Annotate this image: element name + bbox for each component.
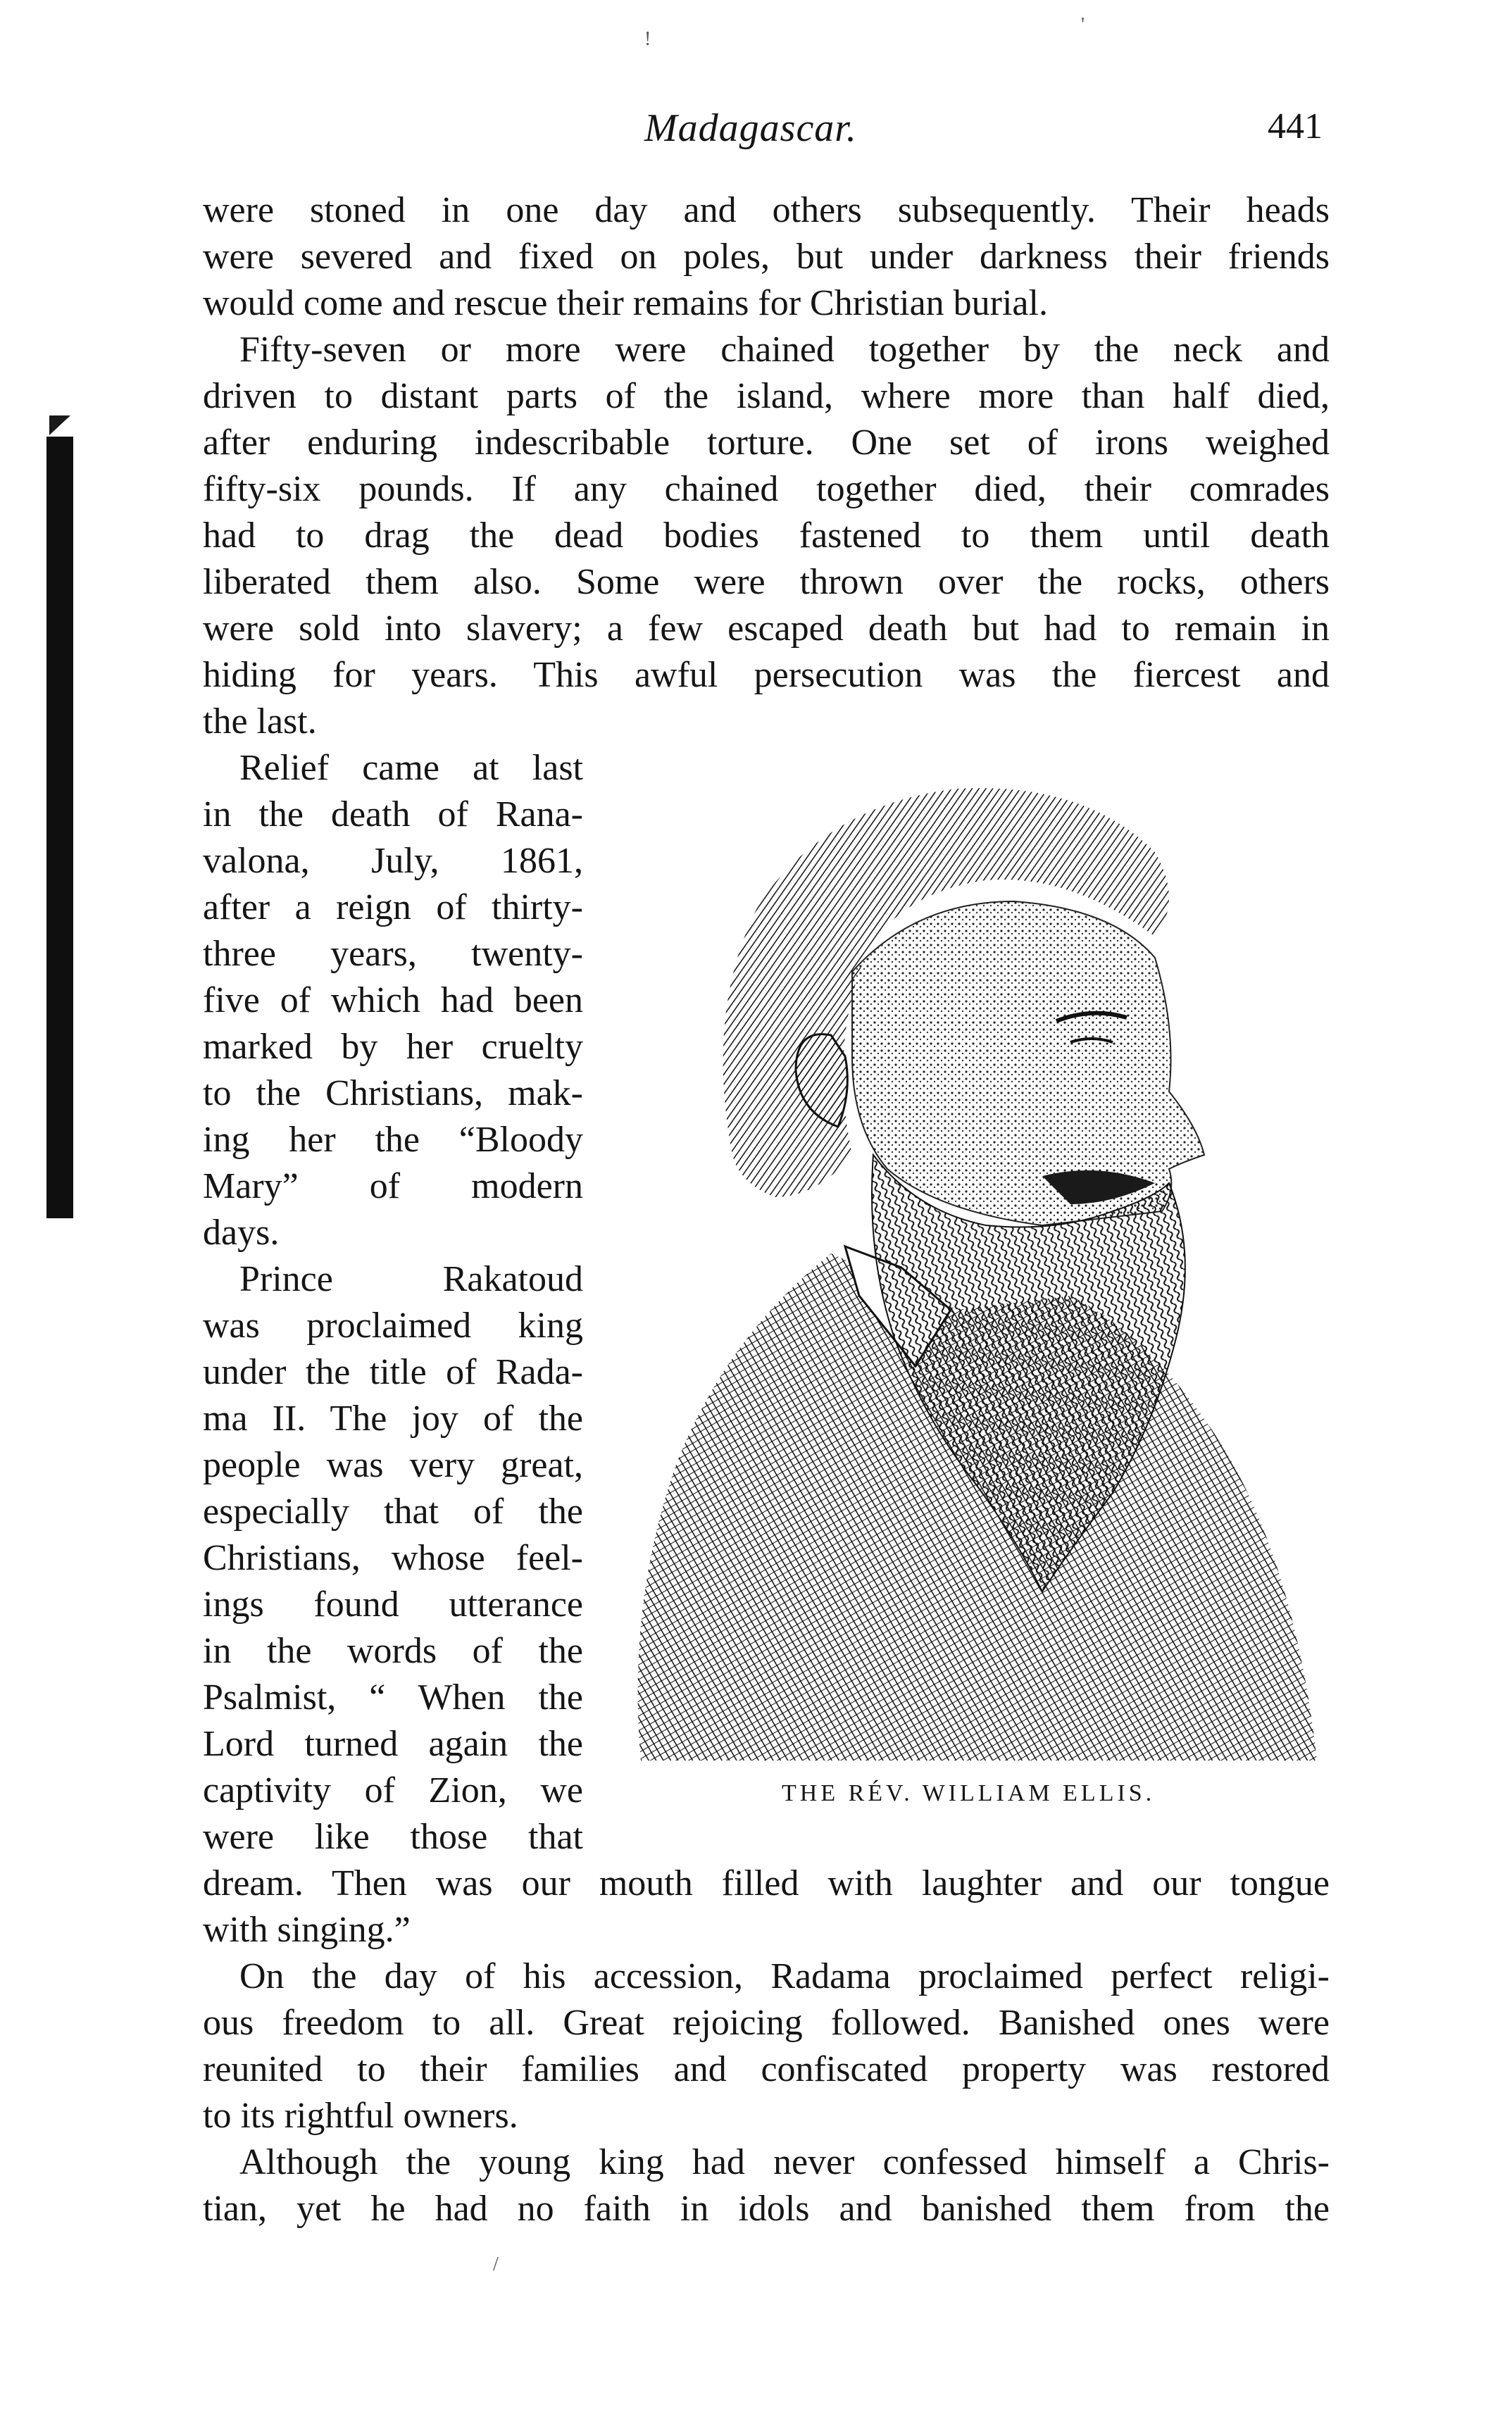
scan-speck: !: [644, 28, 651, 50]
text-line: Mary” of modern: [203, 1166, 583, 1206]
text-line: marked by her cruelty: [203, 1027, 583, 1067]
text-line: were sold into slavery; a few escaped death but had to remain in: [203, 608, 1330, 649]
portrait-engraving: [620, 761, 1324, 1775]
text-line: ma II. The joy of the: [203, 1399, 583, 1439]
text-line: ing her the “Bloody: [203, 1120, 583, 1160]
text-line: ous freedom to all. Great rejoicing followed. Banished ones were: [203, 2003, 1330, 2043]
scan-speck: /: [493, 2253, 499, 2275]
text-line: ings found utterance: [203, 1584, 583, 1625]
text-line: with singing.”: [203, 1910, 411, 1950]
page-number: 441: [1268, 106, 1323, 146]
text-line: Although the young king had never confessed himself a Chris-: [239, 2142, 1330, 2182]
text-line: was proclaimed king: [203, 1306, 583, 1346]
text-line: Christians, whose feel-: [203, 1538, 583, 1578]
text-line: in the words of the: [203, 1631, 583, 1671]
text-line: the last.: [203, 701, 317, 742]
text-line: Relief came at last: [239, 748, 583, 788]
text-line: driven to distant parts of the island, where more than half died,: [203, 376, 1330, 416]
text-line: five of which had been: [203, 980, 583, 1020]
text-line: tian, yet he had no faith in idols and banished them from the: [203, 2189, 1330, 2229]
figure-caption: THE RÉV. WILLIAM ELLIS.: [782, 1780, 1156, 1806]
text-line: Prince Rakatoud: [239, 1259, 583, 1299]
text-line: were stoned in one day and others subsequently. Their heads: [203, 190, 1330, 230]
text-line: days.: [203, 1213, 280, 1253]
text-line: fifty-six pounds. If any chained together died, their comrades: [203, 469, 1330, 509]
text-line: reunited to their families and confiscated property was restored: [203, 2049, 1330, 2089]
text-line: to the Christians, mak-: [203, 1073, 583, 1113]
text-line: to its rightful owners.: [203, 2096, 518, 2136]
text-line: in the death of Rana-: [203, 794, 583, 834]
text-line: Fifty-seven or more were chained together by the neck and: [239, 330, 1330, 370]
text-line: had to drag the dead bodies fastened to them until death: [203, 515, 1330, 556]
margin-scan-bar: [46, 437, 73, 1218]
text-line: Psalmist, “ When the: [203, 1677, 583, 1718]
scan-speck: ': [1081, 14, 1085, 36]
text-line: after a reign of thirty-: [203, 887, 583, 927]
text-line: three years, twenty-: [203, 934, 583, 974]
text-line: after enduring indescribable torture. One set of irons weighed: [203, 423, 1330, 463]
text-line: On the day of his accession, Radama proclaimed perfect religi-: [239, 1956, 1330, 1996]
text-line: dream. Then was our mouth filled with laughter and our tongue: [203, 1863, 1330, 1903]
text-line: under the title of Rada-: [203, 1352, 583, 1392]
text-line: Lord turned again the: [203, 1724, 583, 1764]
text-line: were like those that: [203, 1817, 583, 1857]
margin-mark: [49, 415, 70, 435]
text-line: hiding for years. This awful persecution was the fiercest and: [203, 655, 1330, 695]
text-line: especially that of the: [203, 1491, 583, 1532]
text-line: were severed and fixed on poles, but under darkness their friends: [203, 237, 1330, 277]
text-line: valona, July, 1861,: [203, 841, 583, 881]
text-line: would come and rescue their remains for Christian burial.: [203, 283, 1048, 323]
text-line: liberated them also. Some were thrown over the rocks, others: [203, 562, 1330, 602]
text-line: captivity of Zion, we: [203, 1770, 583, 1810]
running-header-title: Madagascar.: [644, 106, 857, 150]
text-line: people was very great,: [203, 1445, 583, 1485]
